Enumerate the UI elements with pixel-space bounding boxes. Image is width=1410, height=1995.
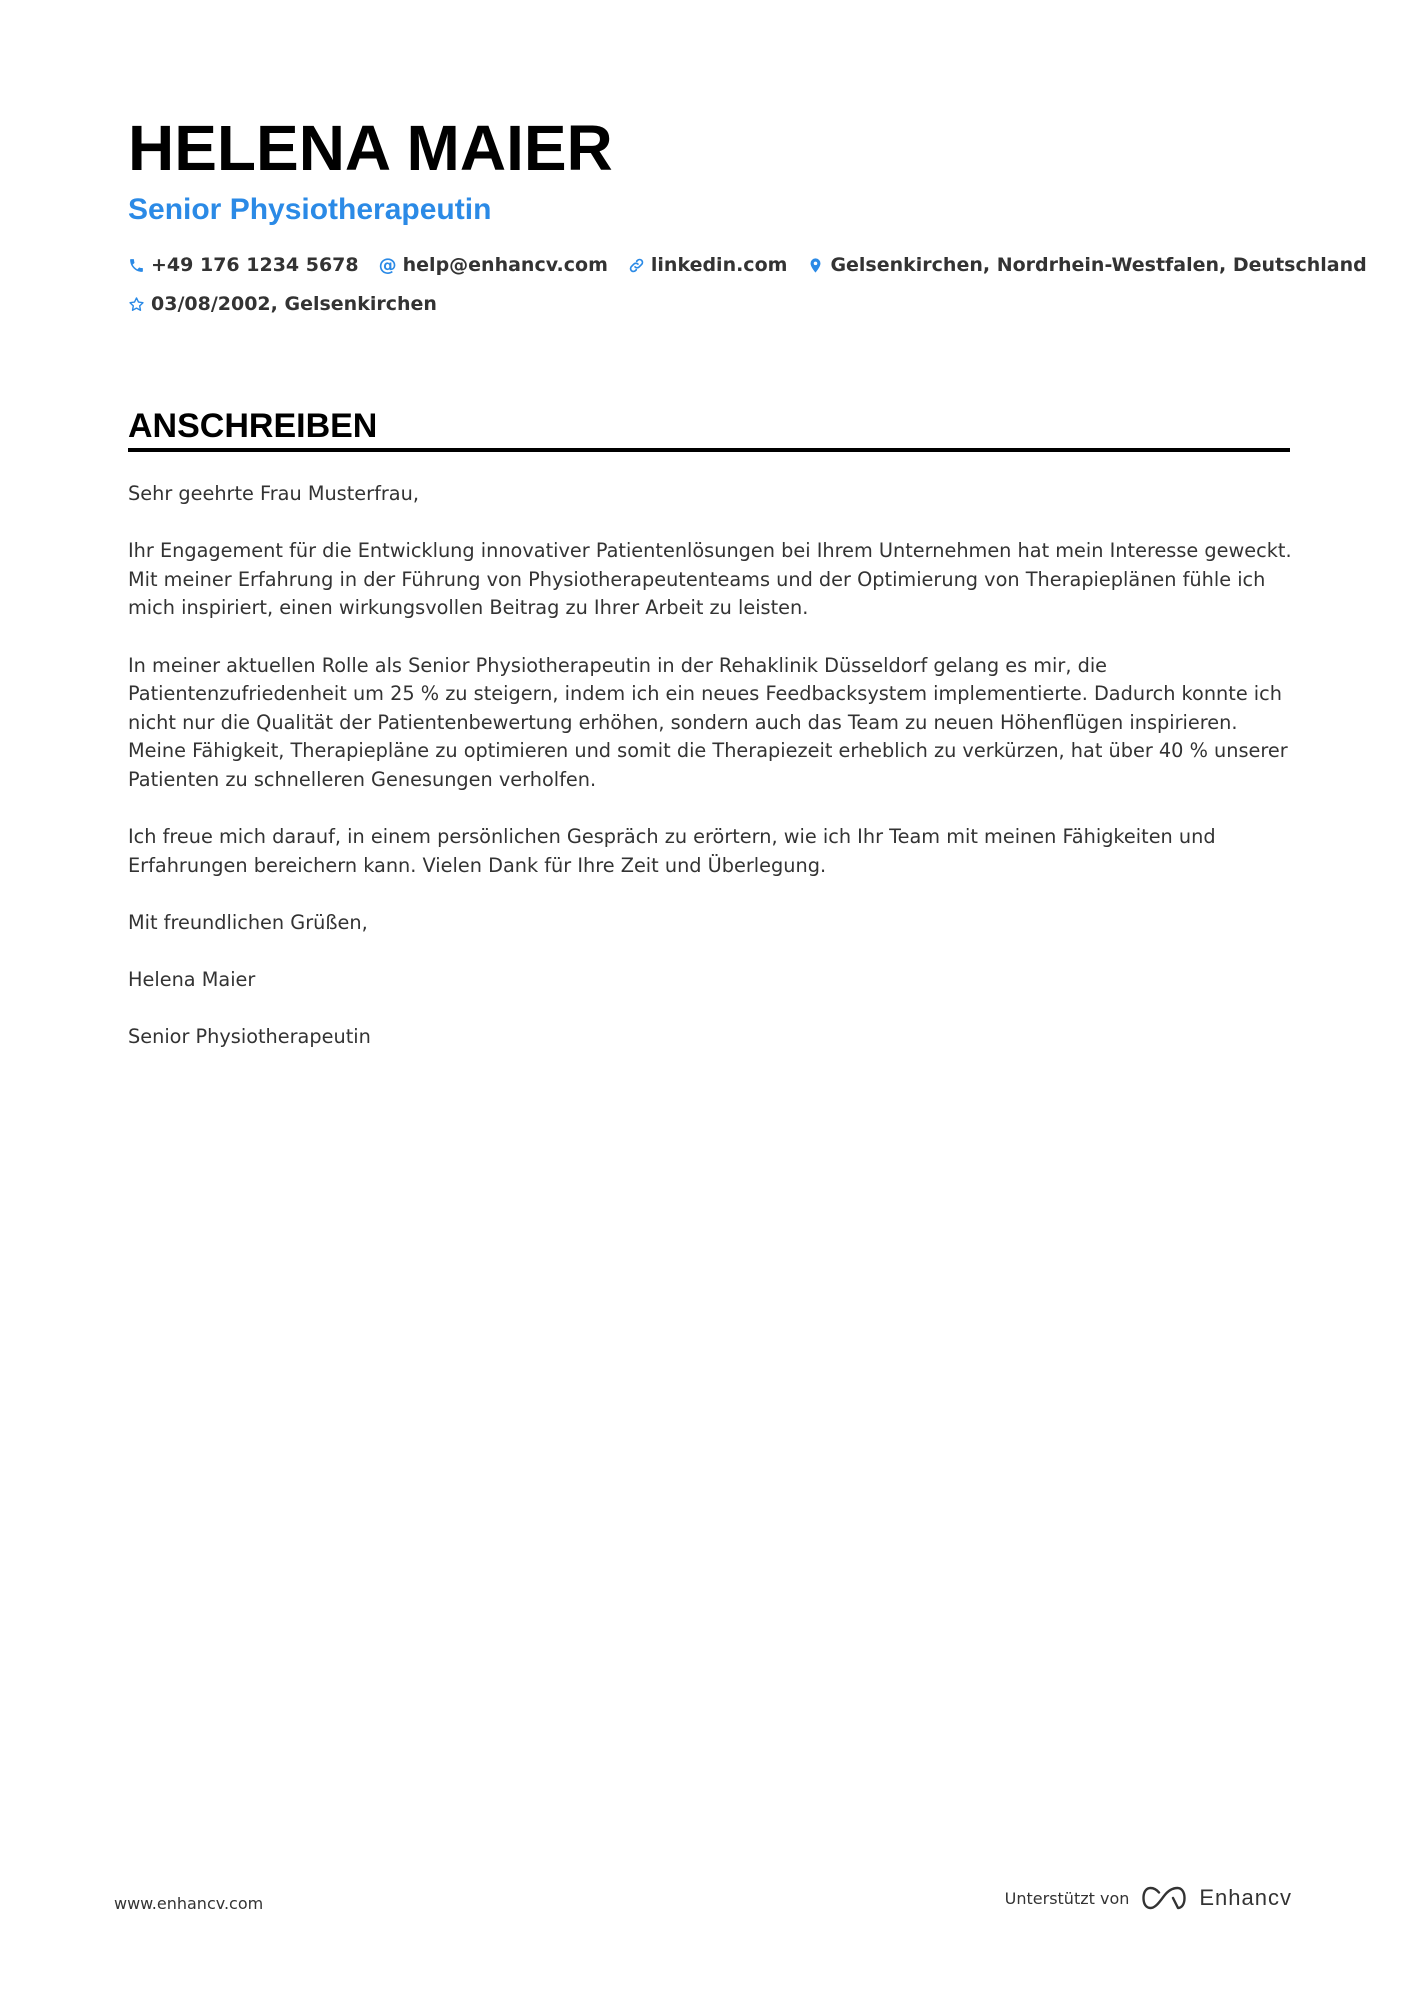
signature-name: Helena Maier bbox=[128, 968, 256, 992]
star-icon bbox=[128, 296, 145, 313]
candidate-name: HELENA MAIER bbox=[128, 112, 613, 184]
contact-row-primary bbox=[128, 254, 1387, 276]
letter-paragraph: Ich freue mich darauf, in einem persönlichen Gespräch zu erörtern, wie ich Ihr Team mit meinen Fähigkeiten und Erfahrungen bereichern kann. Vielen Dank für Ihre Zeit und Überlegung. bbox=[128, 825, 1216, 877]
contact-location bbox=[807, 254, 1366, 276]
contact-email[interactable] bbox=[379, 254, 608, 276]
section-divider bbox=[128, 448, 1290, 452]
email-text[interactable]: help@enhancv.com bbox=[402, 254, 608, 276]
footer-website-link[interactable]: www.enhancv.com bbox=[114, 1894, 264, 1913]
contact-row-secondary bbox=[128, 293, 457, 315]
footer-branding[interactable] bbox=[1005, 1884, 1292, 1912]
link-icon bbox=[628, 257, 645, 274]
location-text: Gelsenkirchen, Nordrhein-Westfalen, Deutschland bbox=[830, 254, 1367, 276]
enhancv-logo-icon bbox=[1141, 1884, 1187, 1912]
contact-website[interactable] bbox=[628, 254, 788, 276]
letter-body bbox=[128, 480, 1293, 1080]
candidate-job-title: Senior Physiotherapeutin bbox=[128, 193, 492, 226]
enhancv-brand-text: Enhancv bbox=[1199, 1885, 1292, 1910]
at-icon: @ bbox=[378, 254, 397, 276]
contact-phone bbox=[128, 254, 359, 276]
website-text[interactable]: linkedin.com bbox=[650, 254, 788, 276]
location-pin-icon bbox=[807, 257, 824, 274]
letter-paragraph: Ihr Engagement für die Entwicklung innovativer Patientenlösungen bei Ihrem Unternehmen hat mein Interesse geweckt. Mit meiner Erfahrung in der Führung von Physiotherapeutenteams und der Optimierung von Therapieplänen fühle ich mich inspiriert, einen wirkungsvollen Beitrag zu Ihrer Arbeit zu leisten. bbox=[128, 539, 1292, 620]
powered-by-label: Unterstützt von bbox=[1004, 1888, 1130, 1908]
signature-title: Senior Physiotherapeutin bbox=[128, 1025, 371, 1049]
phone-text: +49 176 1234 5678 bbox=[151, 254, 359, 276]
letter-salutation: Sehr geehrte Frau Musterfrau, bbox=[128, 482, 419, 505]
section-title: ANSCHREIBEN bbox=[128, 407, 378, 445]
letter-closing: Mit freundlichen Grüßen, bbox=[128, 910, 368, 934]
letter-paragraph: In meiner aktuellen Rolle als Senior Physiotherapeutin in der Rehaklinik Düsseldorf gelang es mir, die Patientenzufriedenheit um 25 % zu steigern, indem ich ein neues Feedbacksystem implementierte. Dadurch konnte ich nicht nur die Qualität der Patientenbewertung erhöhen, sondern auch das Team zu neuen Höhenflügen inspirieren. Meine Fähigkeit, Therapiepläne zu optimieren und somit die Therapiezeit erheblich zu verkürzen, hat über 40 % unserer Patienten zu schnelleren Genesungen verholfen. bbox=[128, 653, 1288, 791]
birth-text: 03/08/2002, Gelsenkirchen bbox=[151, 293, 437, 315]
phone-icon bbox=[128, 257, 145, 274]
contact-birth bbox=[128, 293, 437, 315]
